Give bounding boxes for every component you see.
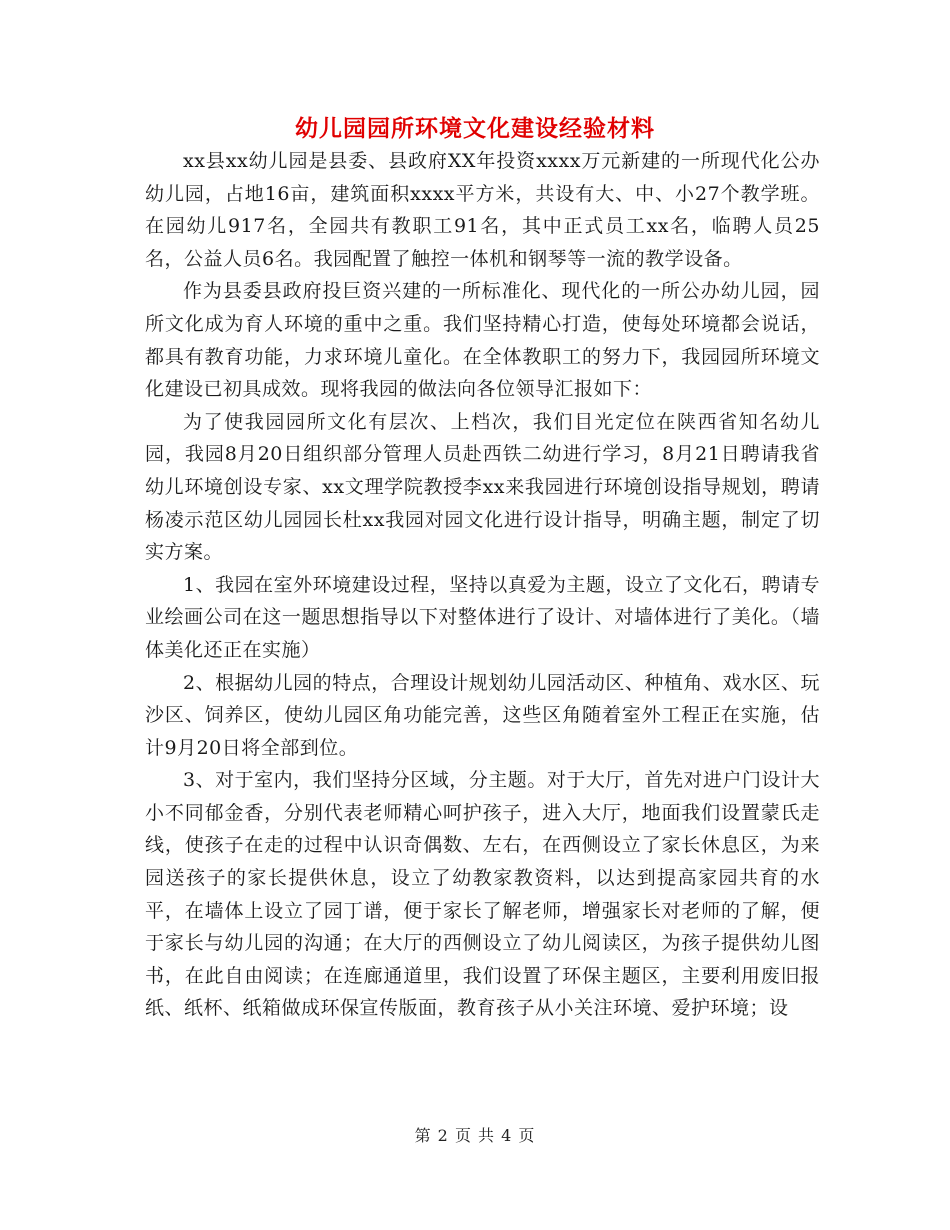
paragraph-intro: xx县xx幼儿园是县委、县政府XX年投资xxxx万元新建的一所现代化公办幼儿园，占地16亩，建筑面积xxxx平方米，共设有大、中、小27个教学班。在园幼儿917名，全园共有教职工91名，其中正式员工xx名，临聘人员25名，公益人员6名。我园配置了触控一体机和钢琴等一流的教学设备。 — [145, 150, 820, 270]
page-footer: 第 2 页 共 4 页 — [414, 1126, 536, 1145]
paragraph-indoor: 3、对于室内，我们坚持分区域，分主题。对于大厅，首先对进户门设计大小不同郁金香，分别代表老师精心呵护孩子，进入大厅，地面我们设置蒙氏走线，使孩子在走的过程中认识奇偶数、左右，在西侧设立了家长休息区，为来园送孩子的家长提供休息，设立了幼教家教资料，以达到提高家园共育的水平，在墙体上设立了园丁谱，便于家长了解老师，增强家长对老师的了解，便于家长与幼儿园的沟通；在大厅的西侧设立了幼儿阅读区，为孩子提供幼儿图书，在此自由阅读；在连廊通道里，我们设置了环保主题区，主要利用废旧报纸、纸杯、纸箱做成环保宣传版面，教育孩子从小关注环境、爱护环境；设 — [145, 769, 820, 1020]
document-body — [145, 145, 820, 1025]
paragraph-areas: 2、根据幼儿园的特点，合理设计规划幼儿园活动区、种植角、戏水区、玩沙区、饲养区，使幼儿园区角功能完善，这些区角随着室外工程正在实施，估计9月20日将全部到位。 — [145, 671, 820, 759]
paragraph-planning: 为了使我园园所文化有层次、上档次，我们目光定位在陕西省知名幼儿园，我园8月20日组织部分管理人员赴西铁二幼进行学习，8月21日聘请我省幼儿环境创设专家、xx文理学院教授李xx来我园进行环境创设指导规划，聘请杨凌示范区幼儿园园长杜xx我园对园文化进行设计指导，明确主题，制定了切实方案。 — [145, 410, 820, 564]
paragraph-culture: 作为县委县政府投巨资兴建的一所标准化、现代化的一所公办幼儿园，园所文化成为育人环境的重中之重。我们坚持精心打造，使每处环境都会说话，都具有教育功能，力求环境儿童化。在全体教职工的努力下，我园园所环境文化建设已初具成效。现将我园的做法向各位领导汇报如下： — [145, 280, 820, 401]
paragraph-outdoor: 1、我园在室外环境建设过程，坚持以真爱为主题，设立了文化石，聘请专业绘画公司在这一题思想指导以下对整体进行了设计、对墙体进行了美化。（墙体美化还正在实施） — [145, 573, 820, 661]
document-title: 幼儿园园所环境文化建设经验材料 — [295, 115, 655, 142]
